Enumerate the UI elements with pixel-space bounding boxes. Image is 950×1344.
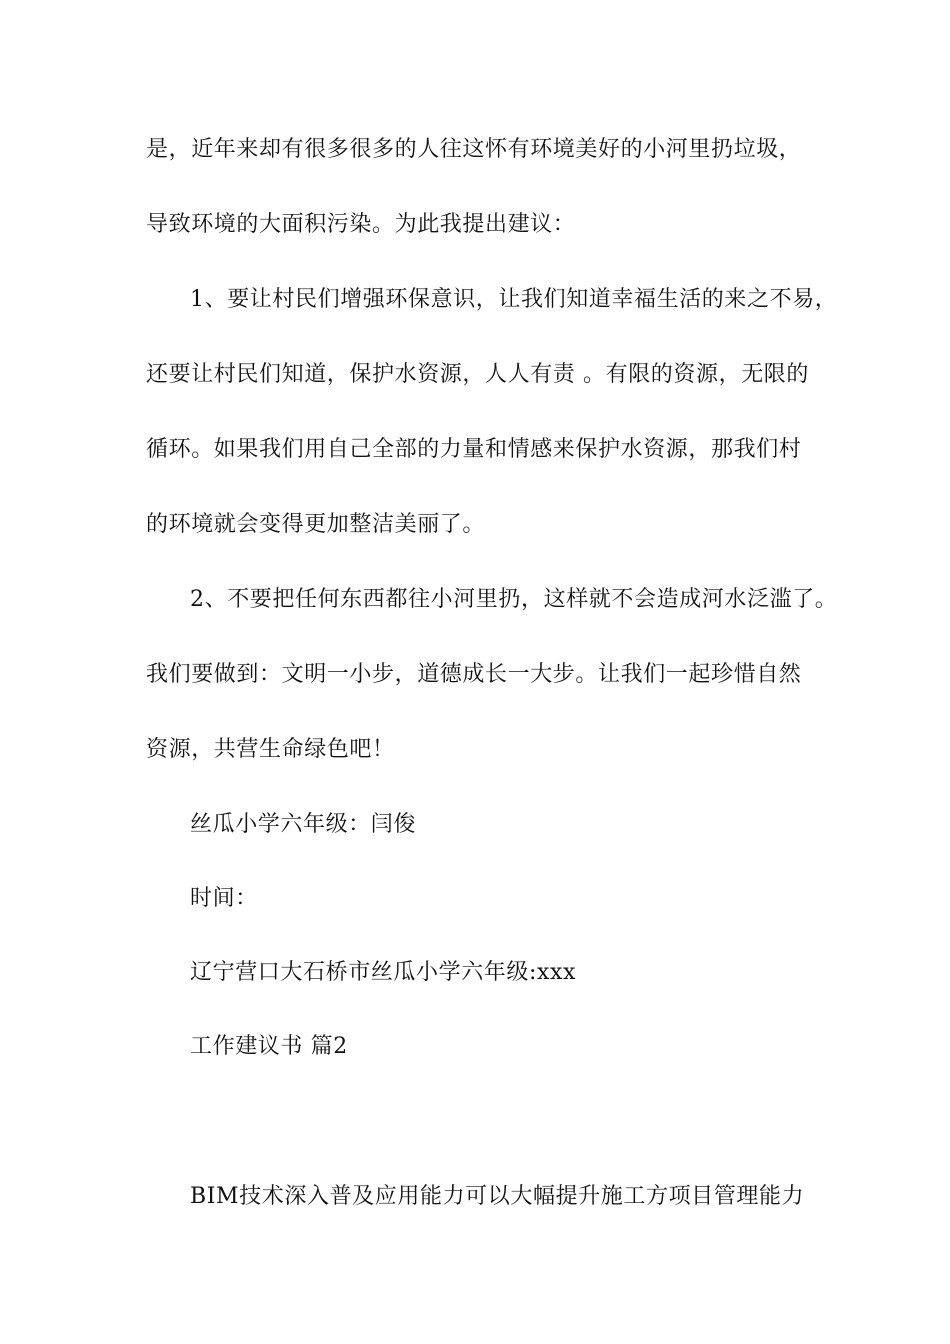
paragraph-line: 导致环境的大面积污染。为此我提出建议： bbox=[146, 212, 576, 237]
paragraph-line: 1、要让村民们增强环保意识，让我们知道幸福生活的来之不易， bbox=[190, 287, 838, 312]
paragraph-line: 资源，共营生命绿色吧！ bbox=[146, 737, 395, 762]
section-heading: 工作建议书 篇2 bbox=[190, 1034, 348, 1059]
paragraph-line: 循环。如果我们用自己全部的力量和情感来保护水资源，那我们村 bbox=[146, 437, 802, 462]
date-line: 时间： bbox=[190, 886, 258, 911]
address-line: 辽宁营口大石桥市丝瓜小学六年级:xxx bbox=[190, 960, 577, 985]
paragraph-line: BIM技术深入普及应用能力可以大幅提升施工方项目管理能力 bbox=[190, 1184, 805, 1209]
paragraph-line: 是，近年来却有很多很多的人往这怀有环境美好的小河里扔垃圾， bbox=[146, 137, 802, 162]
paragraph-line: 2、不要把任何东西都往小河里扔，这样就不会造成河水泛滥了。 bbox=[190, 587, 838, 612]
signature-line: 丝瓜小学六年级：闫俊 bbox=[190, 812, 417, 837]
paragraph-line: 的环境就会变得更加整洁美丽了。 bbox=[146, 512, 486, 537]
paragraph-line: 还要让村民们知道，保护水资源，人人有责 。有限的资源，无限的 bbox=[146, 362, 809, 387]
paragraph-line: 我们要做到：文明一小步，道德成长一大步。让我们一起珍惜自然 bbox=[146, 662, 802, 687]
